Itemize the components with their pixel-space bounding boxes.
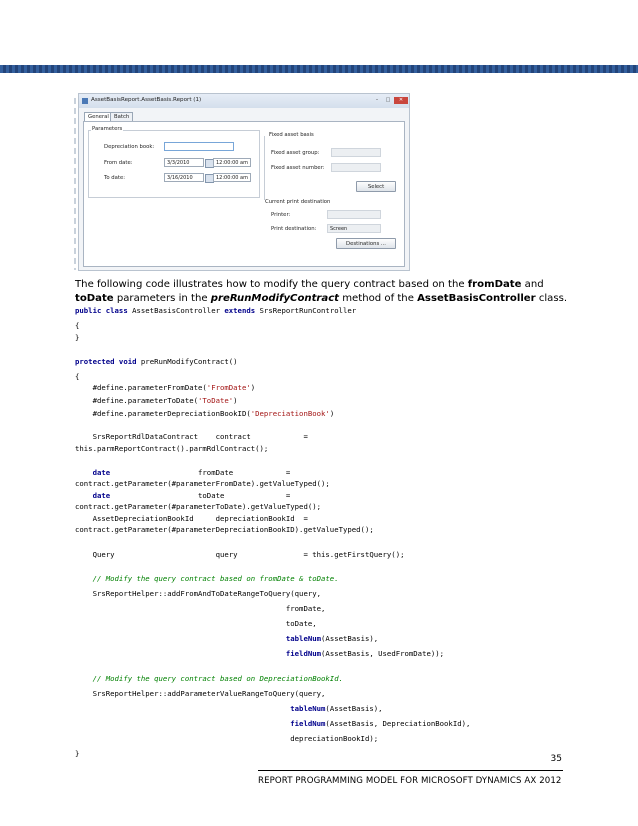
code-comment: // Modify the query contract based on fromDate & toDate. bbox=[75, 574, 339, 583]
code-line: } bbox=[75, 333, 80, 342]
app-icon bbox=[82, 98, 88, 104]
code-line: #define.parameterToDate('ToDate') bbox=[75, 396, 238, 405]
printer-label: Printer: bbox=[271, 212, 291, 218]
minimize-icon[interactable]: – bbox=[375, 97, 379, 103]
page-number: 35 bbox=[550, 754, 562, 764]
code-line: contract.getParameter(#parameterFromDate).getValueTyped(); bbox=[75, 479, 330, 488]
maximize-icon[interactable]: □ bbox=[385, 97, 391, 103]
fixed-asset-basis-label: Fixed asset basis bbox=[269, 132, 314, 138]
intro-text-1: The following code illustrates how to modify the query contract based on the bbox=[75, 279, 468, 290]
intro-text-4: method of the bbox=[339, 293, 418, 304]
select-button[interactable]: Select bbox=[356, 181, 396, 192]
dialog-title: AssetBasisReport.AssetBasis.Report (1) bbox=[91, 97, 202, 103]
code-listing bbox=[75, 306, 471, 758]
fixed-asset-group-input[interactable] bbox=[331, 148, 381, 157]
to-date-label: To date: bbox=[104, 175, 125, 181]
footer-rule bbox=[258, 770, 563, 771]
code-line: toDate, bbox=[75, 619, 317, 628]
intro-class: AssetBasisController bbox=[417, 293, 536, 304]
report-dialog bbox=[78, 93, 410, 271]
code-line: contract.getParameter(#parameterToDate).getValueTyped(); bbox=[75, 502, 322, 511]
code-line: #define.parameterFromDate('FromDate') bbox=[75, 383, 256, 392]
intro-text-3: parameters in the bbox=[113, 293, 211, 304]
intro-method: preRunModifyContract bbox=[210, 293, 340, 304]
destinations-button[interactable]: Destinations ... bbox=[336, 238, 396, 249]
tab-batch[interactable]: Batch bbox=[110, 112, 133, 122]
code-line: } bbox=[75, 749, 80, 758]
code-line: SrsReportHelper::addFromAndToDateRangeToQuery(query, bbox=[75, 589, 322, 598]
intro-text-2: and bbox=[521, 279, 544, 290]
intro-todate: toDate bbox=[75, 293, 114, 304]
intro-fromdate: fromDate bbox=[467, 279, 522, 290]
footer-text: REPORT PROGRAMMING MODEL FOR MICROSOFT DYNAMICS AX 2012 bbox=[258, 776, 562, 786]
fixed-asset-number-input[interactable] bbox=[331, 163, 381, 172]
intro-paragraph bbox=[75, 278, 575, 306]
code-line: AssetDepreciationBookId depreciationBookId = bbox=[75, 514, 308, 523]
print-destination-label: Print destination: bbox=[271, 226, 317, 232]
tab-general[interactable]: General bbox=[84, 112, 113, 122]
code-line: fieldNum(AssetBasis, UsedFromDate)); bbox=[285, 649, 445, 658]
code-line: { bbox=[75, 372, 80, 381]
from-time-input[interactable]: 12:00:00 am bbox=[213, 158, 251, 167]
dialog-titlebar bbox=[79, 94, 409, 108]
print-destination-group-label: Current print destination bbox=[265, 199, 331, 205]
code-line: SrsReportRdlDataContract contract = bbox=[75, 432, 308, 441]
code-comment: // Modify the query contract based on DepreciationBookId. bbox=[75, 674, 343, 683]
code-line: SrsReportHelper::addParameterValueRangeToQuery(query, bbox=[75, 689, 326, 698]
from-date-input[interactable]: 3/3/2010 bbox=[164, 158, 204, 167]
from-date-label: From date: bbox=[104, 160, 133, 166]
parameters-group-label: Parameters bbox=[92, 126, 123, 132]
code-line: this.parmReportContract().parmRdlContract(); bbox=[75, 444, 269, 453]
general-panel bbox=[83, 121, 405, 267]
depreciation-book-input[interactable] bbox=[164, 142, 234, 151]
code-line: fromDate, bbox=[75, 604, 326, 613]
fixed-asset-group-label: Fixed asset group: bbox=[271, 150, 320, 156]
code-line: #define.parameterDepreciationBookID('DepreciationBook') bbox=[75, 409, 335, 418]
code-line: fieldNum(AssetBasis, DepreciationBookId), bbox=[290, 719, 471, 728]
code-line: tableNum(AssetBasis), bbox=[290, 704, 383, 713]
printer-input[interactable] bbox=[327, 210, 381, 219]
header-band bbox=[0, 65, 638, 73]
margin-marker bbox=[74, 98, 76, 270]
code-line: contract.getParameter(#parameterDepreciationBookID).getValueTyped(); bbox=[75, 525, 374, 534]
intro-text-5: class. bbox=[535, 293, 568, 304]
code-line: { bbox=[75, 321, 80, 330]
depreciation-book-label: Depreciation book: bbox=[104, 144, 155, 150]
close-icon[interactable]: ✕ bbox=[394, 97, 408, 104]
fixed-asset-number-label: Fixed asset number: bbox=[271, 165, 325, 171]
code-line: date toDate = bbox=[92, 491, 291, 500]
code-line: depreciationBookId); bbox=[75, 734, 379, 743]
code-line: protected void preRunModifyContract() bbox=[75, 357, 238, 366]
code-line: public class AssetBasisController extends SrsReportRunController bbox=[75, 306, 357, 315]
to-time-input[interactable]: 12:00:00 am bbox=[213, 173, 251, 182]
code-line: Query query = this.getFirstQuery(); bbox=[75, 550, 405, 559]
code-line: date fromDate = bbox=[92, 468, 291, 477]
code-line: tableNum(AssetBasis), bbox=[285, 634, 379, 643]
to-date-input[interactable]: 3/16/2010 bbox=[164, 173, 204, 182]
print-destination-input[interactable]: Screen bbox=[327, 224, 381, 233]
